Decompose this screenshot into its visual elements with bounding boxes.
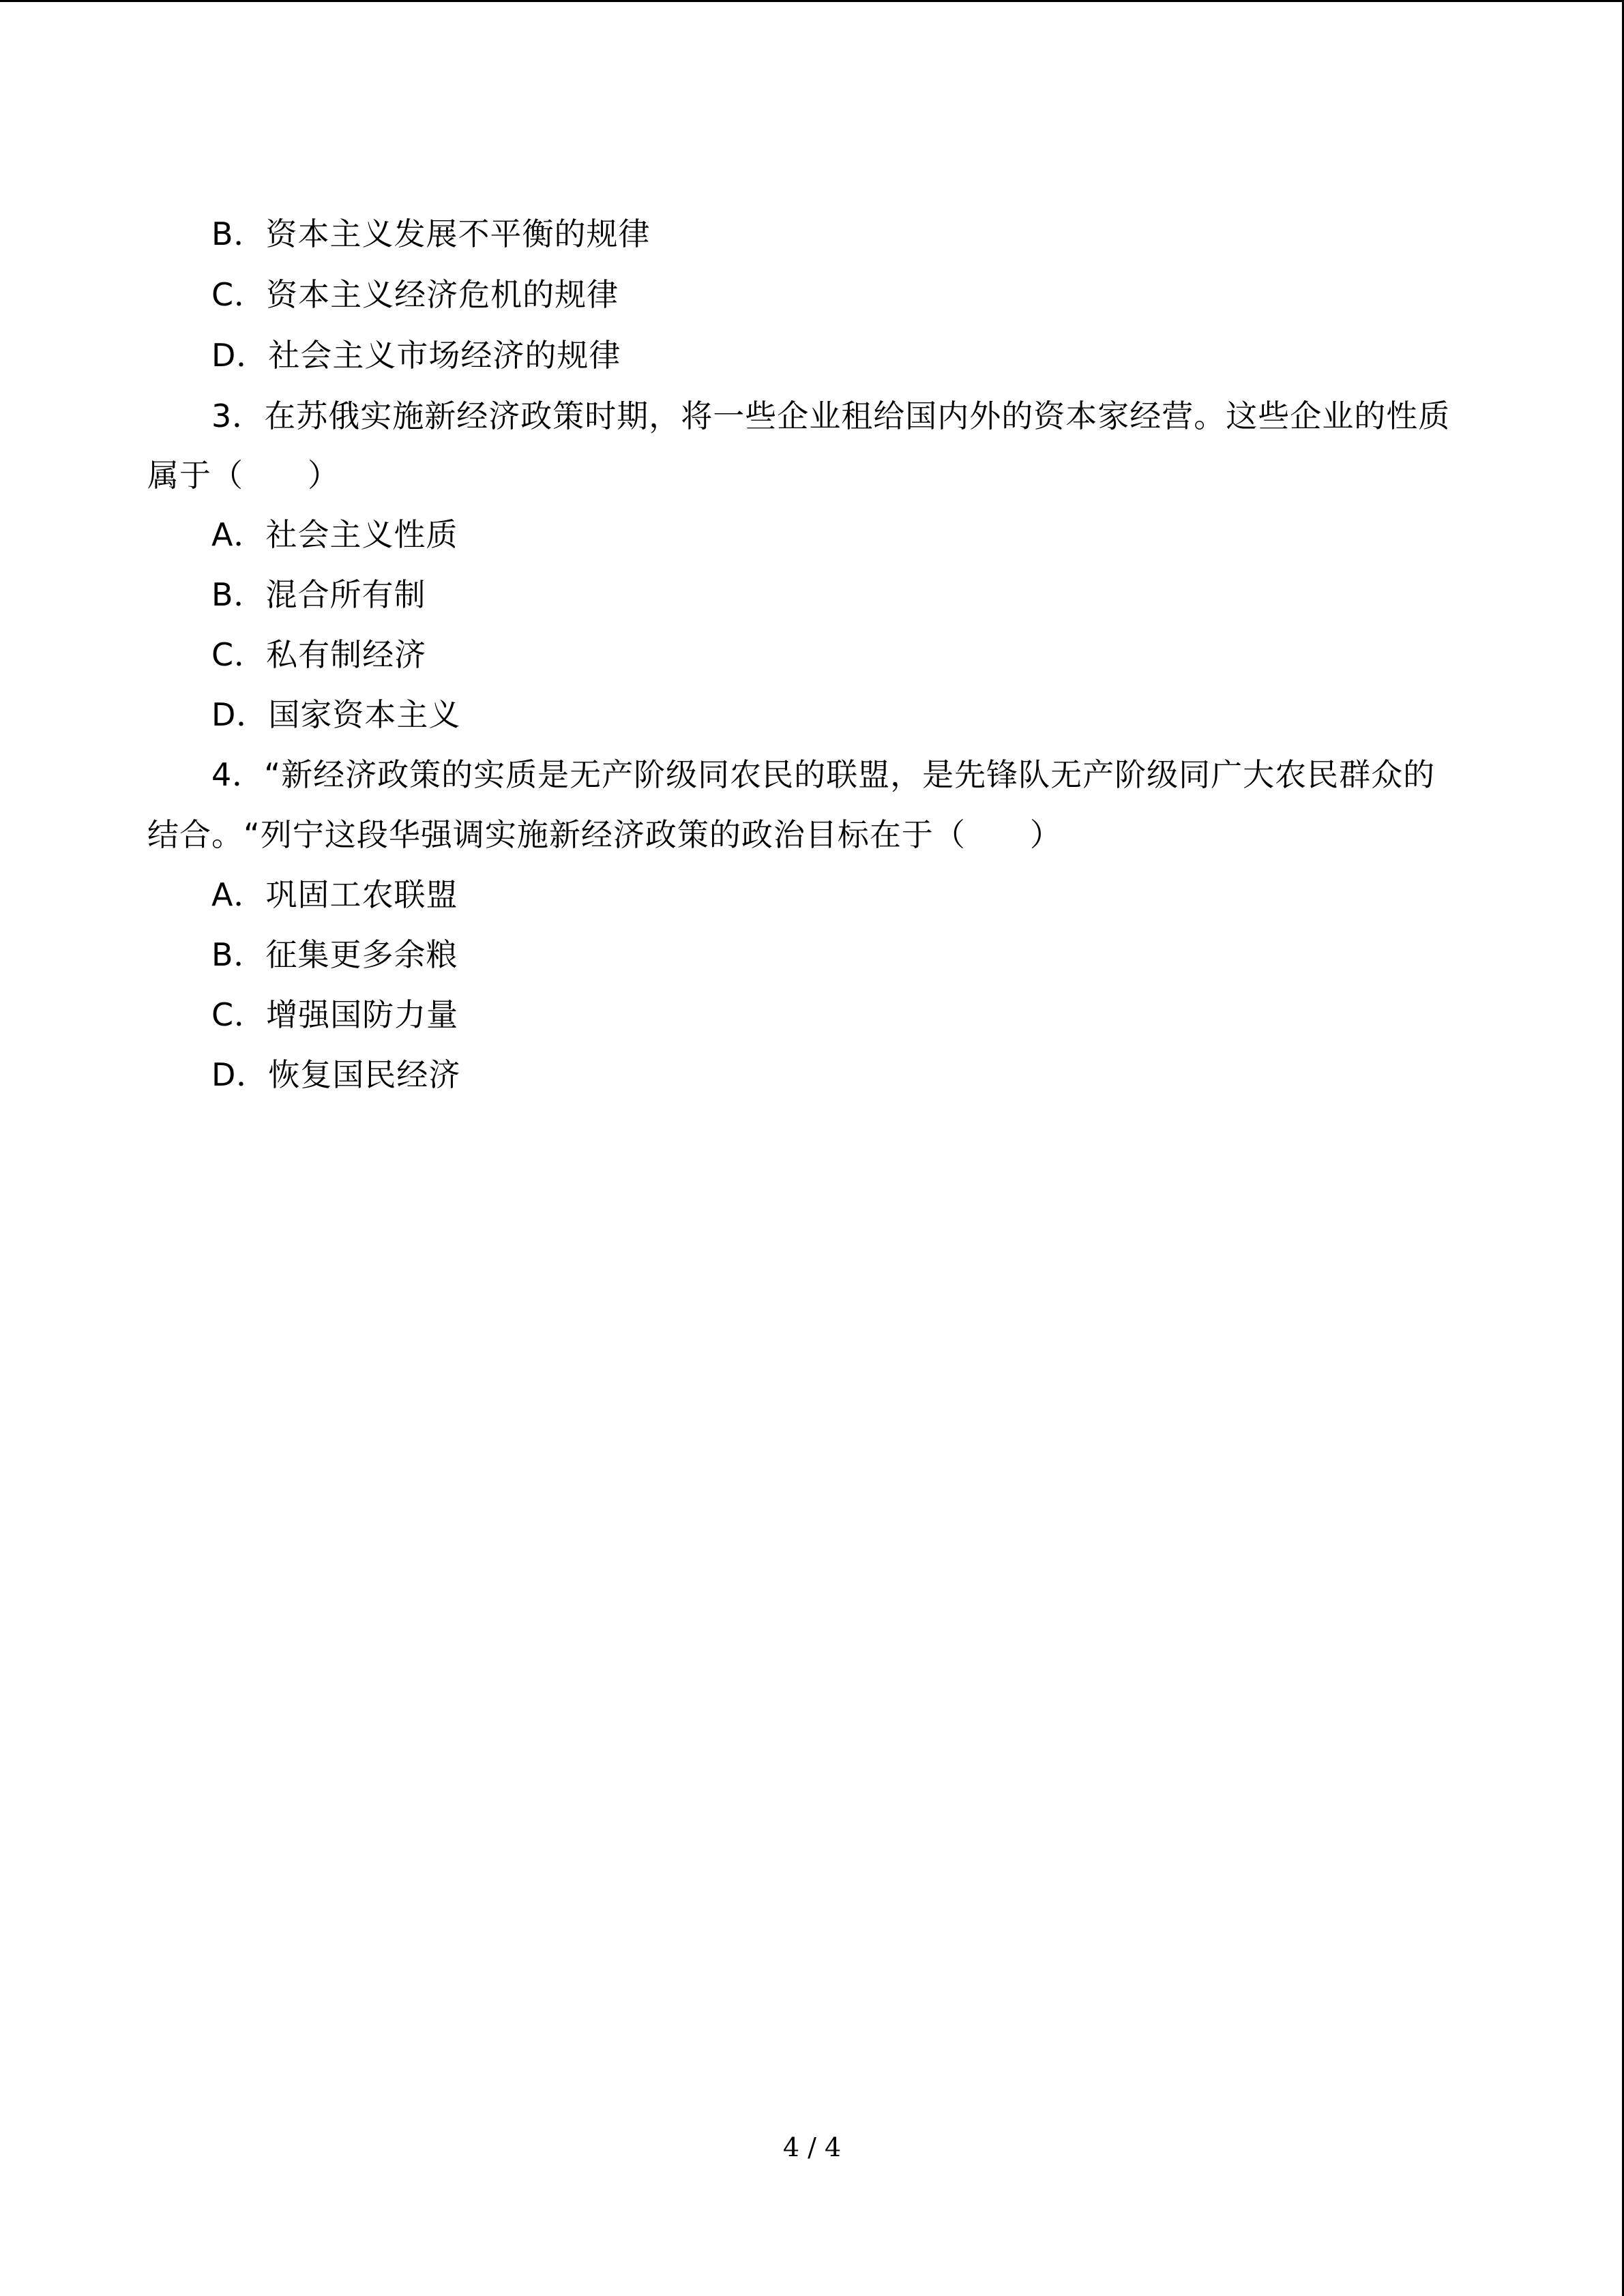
question-3-stem-continued: 属于（ ） [147, 457, 340, 494]
option-4-a: A．巩固工农联盟 [211, 876, 458, 913]
option-3-a: A．社会主义性质 [211, 516, 458, 553]
option-3-b: B．混合所有制 [211, 576, 426, 613]
option-3-c: C．私有制经济 [211, 636, 427, 673]
option-2-d: D．社会主义市场经济的规律 [211, 337, 621, 374]
question-3-stem: 3．在苏俄实施新经济政策时期，将一些企业租给国内外的资本家经营。这些企业的性质 [211, 398, 1451, 434]
option-4-b: B．征集更多余粮 [211, 936, 458, 973]
question-4-stem-continued: 结合。“列宁这段华强调实施新经济政策的政治目标在于（ ） [147, 816, 1062, 853]
page-number: 4 / 4 [782, 2132, 842, 2162]
option-4-d: D．恢复国民经济 [211, 1056, 461, 1093]
option-4-c: C．增强国防力量 [211, 996, 459, 1033]
option-2-c: C．资本主义经济危机的规律 [211, 276, 619, 313]
question-4-stem: 4．“新经济政策的实质是无产阶级同农民的联盟，是先锋队无产阶级同广大农民群众的 [211, 756, 1436, 793]
option-2-b: B．资本主义发展不平衡的规律 [211, 215, 651, 252]
option-3-d: D．国家资本主义 [211, 696, 461, 733]
